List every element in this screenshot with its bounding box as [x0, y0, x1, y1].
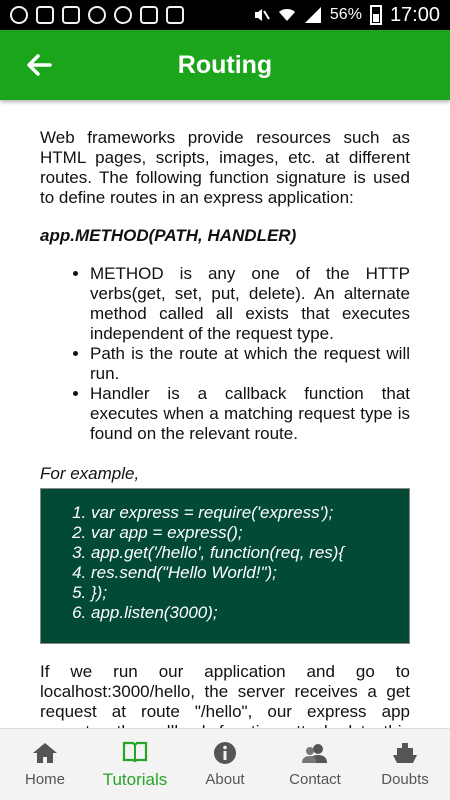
system-icons: [252, 4, 440, 27]
nav-label: Contact: [289, 771, 341, 788]
book-icon: [121, 740, 149, 764]
sync-icon: [114, 6, 132, 24]
nav-label: Home: [24, 771, 65, 788]
bullet-list: [90, 264, 410, 444]
ship-icon: [391, 741, 419, 765]
battery-icon: [370, 5, 382, 25]
bottom-navigation: [0, 728, 450, 800]
code-block: [40, 488, 410, 644]
code-line: 2. var app = express();: [91, 523, 389, 543]
wifi-icon: [278, 6, 296, 24]
back-button[interactable]: [22, 48, 56, 82]
code-line: 4. res.send("Hello World!");: [91, 563, 389, 583]
code-line: 3. app.get('/hello', function(req, res){: [91, 543, 389, 563]
notification-icons: [10, 6, 184, 24]
status-bar: [0, 0, 450, 30]
battery-percent: 56%: [329, 6, 362, 23]
clipboard-icon: [166, 6, 184, 24]
contacts-icon: [301, 741, 329, 765]
info-icon: [211, 741, 239, 765]
arrow-left-icon: [26, 52, 52, 78]
email-icon: [140, 6, 158, 24]
nav-contact[interactable]: [270, 729, 360, 800]
code-line: 6. app.listen(3000);: [91, 603, 389, 623]
example-label: For example,: [40, 464, 140, 483]
clock-time: 17:00: [389, 3, 440, 26]
wechat-icon: [10, 6, 28, 24]
list-item: • METHOD is any one of the HTTP verbs(get, set, put, delete). An alternate method called all exists that executes independent of the request type.: [90, 264, 410, 344]
mail-icon: [62, 6, 80, 24]
signal-icon: [304, 6, 322, 24]
nav-label: Doubts: [381, 771, 429, 788]
code-line: 1. var express = require('express');: [91, 503, 389, 523]
list-item: • Handler is a callback function that executes when a matching request type is found on the relevant route.: [90, 384, 410, 444]
list-item: • Path is the route at which the request will run.: [90, 344, 410, 384]
whatsapp-icon: [88, 6, 106, 24]
top-app-bar: [0, 30, 450, 100]
page-title: Routing: [177, 50, 273, 79]
nav-label: About: [205, 771, 245, 788]
intro-paragraph: Web frameworks provide resources such as HTML pages, scripts, images, etc. at different routes. The following function signature is used to define routes in an express application:: [40, 128, 410, 207]
function-signature: app.METHOD(PATH, HANDLER): [40, 226, 297, 245]
nav-label: Tutorials: [102, 769, 168, 789]
nav-doubts[interactable]: [360, 729, 450, 800]
code-line: 5. });: [91, 583, 389, 603]
nav-tutorials[interactable]: [90, 729, 180, 800]
gallery-icon: [36, 6, 54, 24]
home-icon: [31, 741, 59, 765]
nav-home[interactable]: [0, 729, 90, 800]
closing-paragraph: If we run our application and go to localhost:3000/hello, the server receives a get request at route "/hello", our express app: [40, 662, 410, 721]
mute-icon: [252, 6, 270, 24]
tutorial-content[interactable]: [0, 100, 450, 728]
nav-about[interactable]: [180, 729, 270, 800]
